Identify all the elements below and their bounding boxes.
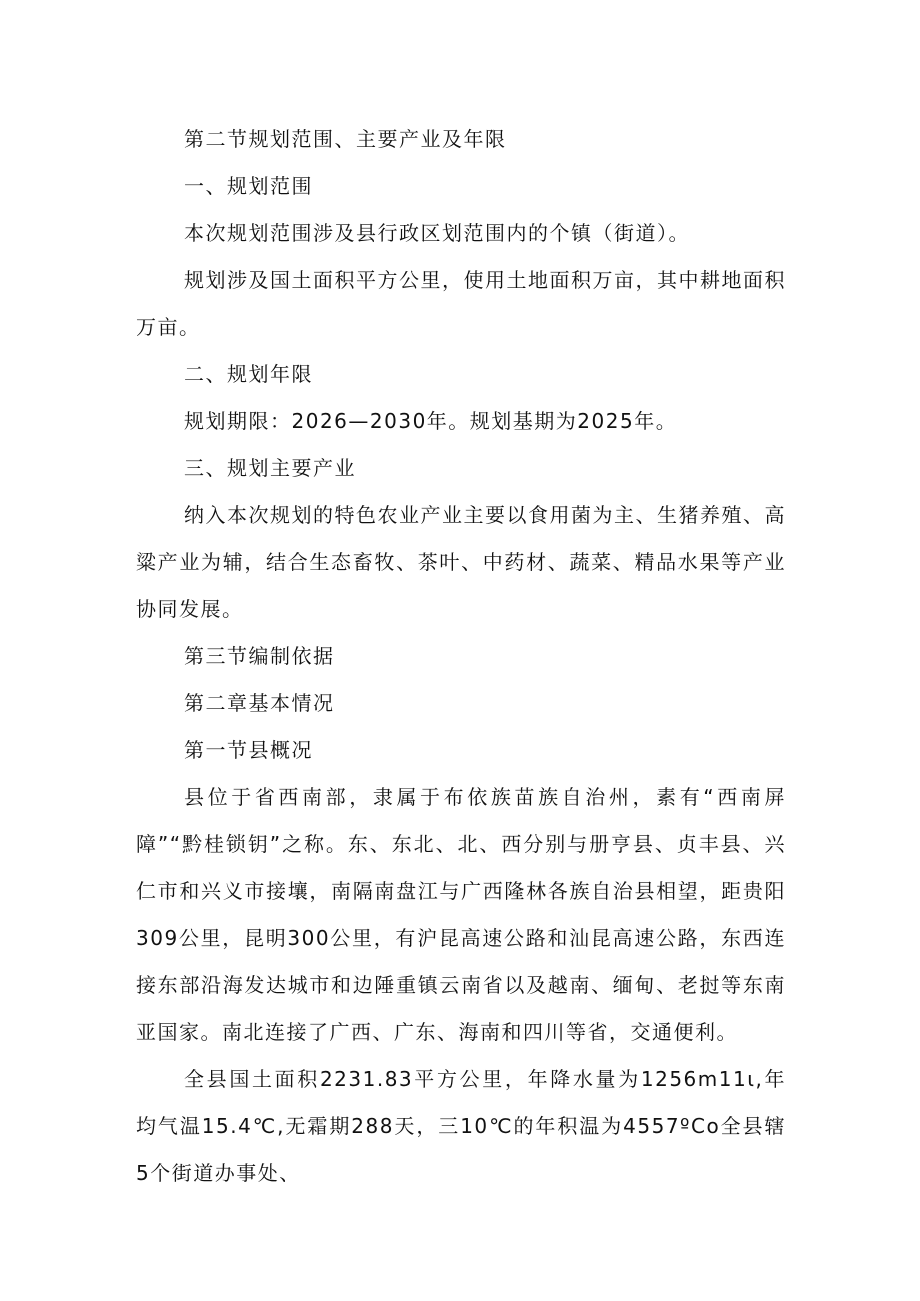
subheading-planning-years: 二、规划年限 [184,362,313,386]
paragraph-planning-period: 规划期限：2026—2030年。规划基期为2025年。 [184,409,678,433]
subheading-planning-scope: 一、规划范围 [184,174,313,198]
chapter-heading-basic-situation: 第二章基本情况 [184,691,335,715]
section-heading-basis: 第三节编制依据 [184,644,335,668]
paragraph-county-location: 县位于省西南部，隶属于布依族苗族自治州，素有“西南屏障”“黔桂锁钥”之称。东、东北、北、西分别与册亨县、贞丰县、兴仁市和兴义市接壤，南隔南盘江与广西隆林各族自治县相望，距贵阳309公里，昆明300公里，有沪昆高速公路和汕昆高速公路，东西连接东部沿海发达城市和边陲重镇云南省以及越南、缅甸、老挝等东南亚国家。南北连接了广西、广东、海南和四川等省，交通便利。 [136,785,786,1044]
paragraph-industries: 纳入本次规划的特色农业产业主要以食用菌为主、生猪养殖、高粱产业为辅，结合生态畜牧、茶叶、中药材、蔬菜、精品水果等产业协同发展。 [136,503,786,621]
paragraph-land-area: 规划涉及国土面积平方公里，使用土地面积万亩，其中耕地面积万亩。 [136,268,786,339]
paragraph-county-climate: 全县国土面积2231.83平方公里，年降水量为1256m11ι,年均气温15.4℃,无霜期288天，三10℃的年积温为4557ºCo全县辖5个街道办事处、 [136,1067,786,1185]
paragraph-scope-towns: 本次规划范围涉及县行政区划范围内的个镇（街道）。 [184,221,690,245]
section-heading-scope-industry-years: 第二节规划范围、主要产业及年限 [184,127,507,151]
subheading-main-industries: 三、规划主要产业 [184,456,356,480]
section-heading-county-overview: 第一节县概况 [184,738,313,762]
document-body [136,116,786,1197]
